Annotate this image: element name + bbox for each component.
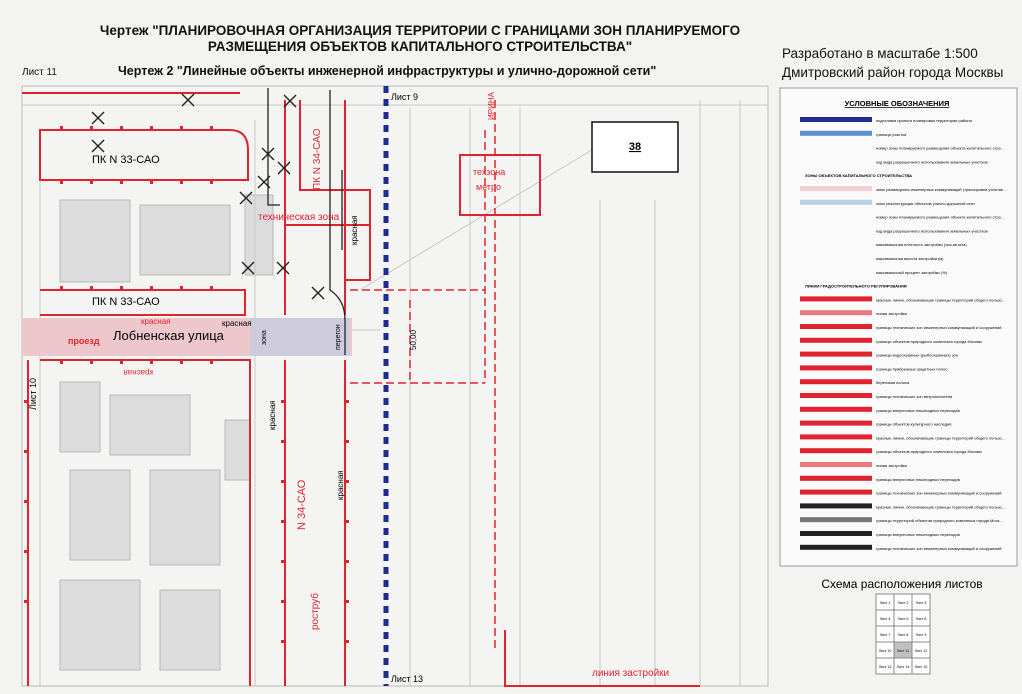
n34-bottom-label: N 34-САО (296, 479, 308, 530)
legend-item (805, 173, 912, 178)
legend-symbol (800, 296, 872, 301)
legend-item-text: границы водоохранных (рыбоохранных) зон (876, 352, 958, 358)
legend-item-text: ЛИНИИ ГРАДОСТРОИТЕЛЬНОГО РЕГУЛИРОВАНИЯ (805, 283, 907, 289)
legend-item-text: границы прибрежных защитных полос (876, 366, 948, 372)
scheme-cell-label: Лист 6 (915, 617, 927, 621)
legend-item-text: номер зоны планируемого размещения объекта капитального стро… (876, 214, 1005, 220)
sheet-number: Лист 11 (22, 67, 57, 78)
scheme-cell-label: Лист 8 (897, 633, 909, 637)
drawing-title-line2: РАЗМЕЩЕНИЯ ОБЪЕКТОВ КАПИТАЛЬНОГО СТРОИТЕЛЬСТВА" (207, 39, 633, 54)
scheme-cell-label: Лист 11 (896, 649, 910, 653)
legend-item-text: границы технических зон инженерных коммуникаций и сооружений (876, 325, 1002, 330)
legend-item-text: номер зоны планируемого размещения объекта капитального стро… (876, 145, 1005, 151)
legend-symbol (800, 379, 872, 384)
passage-label: проезд (68, 336, 100, 346)
legend-symbol (800, 407, 872, 412)
legend-item-text: красные линии, обозначающие границы территорий общего пользо… (876, 297, 1006, 303)
legend-item-text: максимальная плотность застройки (тыс.кв.м/га) (876, 242, 967, 248)
legend-symbol (800, 476, 872, 481)
vertical-krasnaya: красная (268, 400, 277, 430)
pk34-top-label: ПК N 34-САО (312, 128, 323, 190)
legend-item-text: код вида разрешенного использования земельных участков (876, 159, 988, 165)
legend-item-text: границы объектов природного комплекса города Москвы (876, 338, 982, 344)
legend-item (805, 284, 907, 289)
legend-panel (780, 88, 1017, 566)
legend-item-text: красные линии, обозначающие границы территорий общего пользо… (876, 504, 1006, 510)
legend-item-text: линии застройки (876, 463, 907, 468)
legend-symbol (800, 490, 872, 495)
legend-symbol (800, 117, 872, 122)
legend-symbol (800, 393, 872, 398)
pk33-mid-label: ПК N 33-САО (92, 296, 160, 308)
legend-item-text: код вида разрешенного использования земельных участков (876, 228, 988, 234)
legend-item-text: максимальная высота застройки (м) (876, 256, 944, 261)
tech-zone-metro-2: метро (476, 182, 502, 192)
legend-item-text: максимальный процент застройки (%) (876, 269, 947, 275)
krasnaya-5: красная (336, 470, 345, 500)
scheme-title: Схема расположения листов (821, 577, 983, 591)
krasnaya-4: красная (350, 215, 359, 245)
scale-label: Разработано в масштабе 1:500 (782, 46, 978, 61)
legend-symbol (800, 324, 872, 329)
scheme-grid (876, 594, 930, 674)
build-line-label: линия застройки (592, 668, 670, 679)
legend-symbol (800, 462, 872, 467)
drawing-title-line1: Чертеж "ПЛАНИРОВОЧНАЯ ОРГАНИЗАЦИЯ ТЕРРИТОРИИ С ГРАНИЦАМИ ЗОН ПЛАНИРУЕМОГО (99, 23, 741, 38)
legend-title: УСЛОВНЫЕ ОБОЗНАЧЕНИЯ (844, 99, 950, 108)
scheme-cell-label: Лист 4 (879, 617, 891, 621)
width-label: 50,00 (409, 329, 418, 350)
tech-zone-metro-1: техзона (473, 167, 506, 177)
legend-item-text: подготовки проекта планировки территории района (876, 118, 972, 123)
legend-item-text: граница участка (876, 131, 907, 137)
legend-item-text: зоны размещения инженерных коммуникаций (трассировка уточняе… (876, 187, 1007, 192)
block-38-number: 38 (628, 141, 642, 153)
legend-item-text: границы технических зон инженерных коммуникаций и сооружений (876, 545, 1002, 551)
legend-item-text: границы внеуличных пешеходных переходов (876, 407, 960, 413)
legend-symbol (800, 545, 872, 550)
legend-symbol (800, 365, 872, 370)
scheme-cell-label: Лист 9 (915, 633, 927, 637)
scheme-cell-label: Лист 3 (915, 601, 927, 605)
scheme-cell-label: Лист 1 (879, 601, 891, 605)
street-name: Лобненская улица (113, 328, 224, 343)
vertical-zona: зона (261, 330, 268, 345)
legend-item-text: границы территорий объектов природного комплекса города Моск… (876, 518, 1004, 524)
legend-item-text: границы объектов природного комплекса города Москвы (876, 449, 982, 455)
sheet-top-label: Лист 9 (391, 92, 419, 102)
district-label: Дмитровский район города Москвы (782, 65, 1004, 80)
vertical-peregon: перегон (335, 324, 342, 350)
legend-item-text: линии застройки (876, 311, 907, 317)
legend-symbol (800, 503, 872, 508)
sheet-left-label: Лист 10 (28, 377, 38, 410)
legend-item-text: красные линии, обозначающие границы территорий общего пользо… (876, 435, 1006, 441)
legend-symbol (800, 517, 872, 522)
legend-symbol (800, 448, 872, 453)
legend-item-text: ЗОНЫ ОБЪЕКТОВ КАПИТАЛЬНОГО СТРОИТЕЛЬСТВА (805, 173, 913, 179)
legend-symbol (800, 352, 872, 357)
legend-item-text: береговая полоса (876, 380, 910, 386)
scheme-cell-label: Лист 12 (914, 649, 928, 653)
scheme-cell-label: Лист 2 (897, 601, 909, 605)
legend-symbol (800, 200, 872, 205)
legend-item-text: зоны реконструкции объектов улично-дорожной сети (876, 200, 975, 206)
krasnaya-1: красная (141, 317, 171, 326)
scheme-cell-label: Лист 15 (914, 665, 928, 669)
scheme-cell-label: Лист 7 (879, 633, 891, 637)
legend-symbol (800, 421, 872, 426)
legend-symbol (800, 186, 872, 191)
rostrub-label: роструб (310, 593, 321, 630)
legend-symbol (800, 131, 872, 136)
legend-item-text: границы технических зон инженерных коммуникаций и сооружений (876, 490, 1002, 496)
krasnaya-2: красная (222, 319, 252, 328)
pk33-top-label: ПК N 33-САО (92, 154, 160, 166)
legend-item-text: границы внеуличных пешеходных переходов (876, 476, 960, 482)
legend-symbol (800, 338, 872, 343)
drawing-subtitle: Чертеж 2 "Линейные объекты инженерной инфраструктуры и улично-дорожной сети" (118, 64, 657, 78)
legend-symbol (800, 310, 872, 315)
right-road-label: ИРИНА (487, 92, 496, 120)
scheme-cell-label: Лист 14 (896, 665, 910, 669)
krasnaya-3: красная (123, 368, 153, 377)
sheet-bottom-label: Лист 13 (391, 674, 424, 684)
legend-item-text: границы внеуличных пешеходных переходов (876, 532, 960, 537)
scheme-cell-label: Лист 5 (897, 617, 909, 621)
legend-item-text: границы технических зон метрополитена (876, 394, 953, 399)
scheme-cell-label: Лист 13 (878, 665, 892, 669)
legend-item-text: границы объектов культурного наследия (876, 421, 952, 427)
scheme-cell-label: Лист 10 (878, 649, 892, 653)
tech-zone-label: техническая зона (258, 212, 340, 223)
legend-symbol (800, 531, 872, 536)
legend-symbol (800, 434, 872, 439)
